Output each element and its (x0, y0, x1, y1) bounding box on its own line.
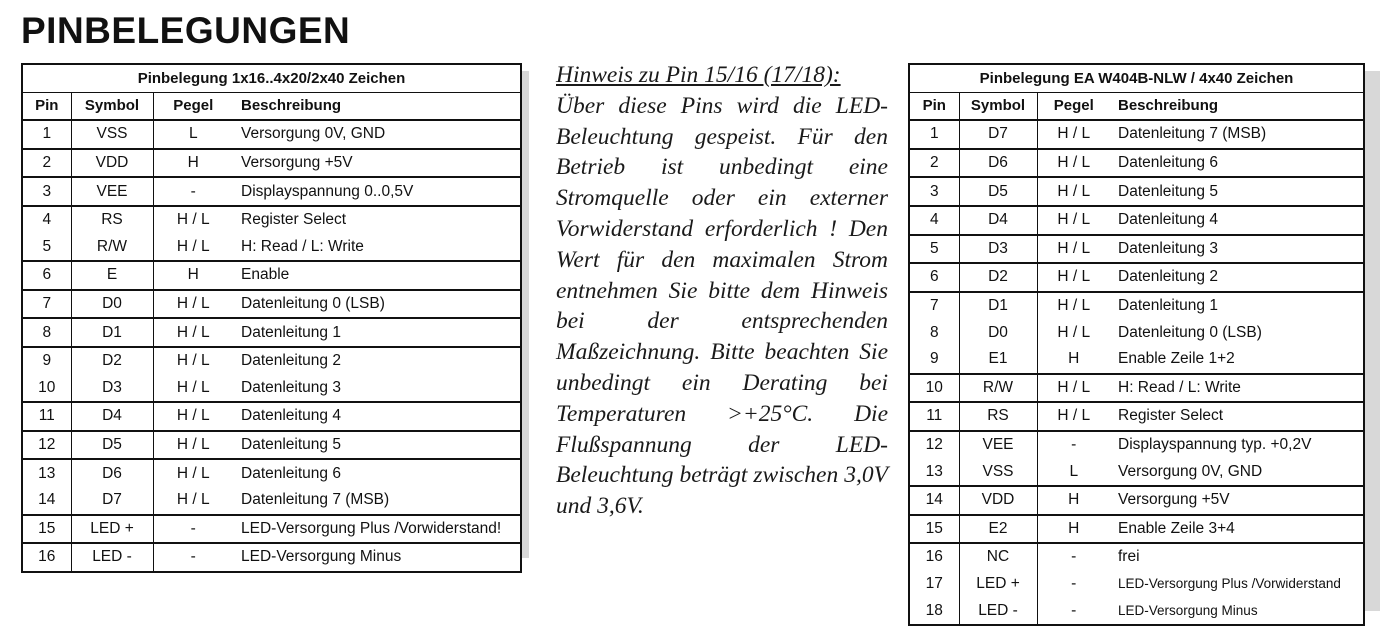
cell-pin: 4 (22, 206, 71, 234)
cell-beschreibung: Datenleitung 3 (241, 378, 341, 396)
table-row (909, 374, 1364, 403)
cell-pin: 17 (909, 571, 959, 598)
cell-pegel: - (153, 177, 233, 206)
cell-beschreibung: Datenleitung 5 (233, 431, 521, 460)
table-row (22, 431, 521, 460)
cell-symbol: D4 (959, 206, 1037, 235)
cell-symbol: D1 (71, 318, 153, 347)
table-row (22, 487, 521, 515)
cell-beschreibung: Datenleitung 0 (LSB) (1118, 323, 1262, 341)
table-row (909, 120, 1364, 149)
cell-symbol: D0 (71, 290, 153, 319)
right-pin-table (908, 63, 1365, 626)
cell-pegel: - (1071, 574, 1077, 592)
cell-pegel: L (188, 125, 198, 143)
table-row (22, 234, 521, 262)
cell-pegel: H / L (153, 318, 233, 347)
cell-beschreibung: Versorgung +5V (233, 149, 521, 178)
cell-symbol: LED - (71, 543, 153, 572)
table-row (22, 290, 521, 319)
cell-symbol: D3 (959, 235, 1037, 264)
cell-pin: 8 (22, 318, 71, 347)
cell-pin: 16 (909, 543, 959, 571)
table-row (909, 402, 1364, 431)
cell-pin: 2 (909, 149, 959, 178)
cell-beschreibung: Enable Zeile 1+2 (1118, 350, 1235, 368)
table-row (22, 120, 521, 149)
cell-pegel: H / L (1057, 125, 1091, 143)
cell-symbol: D6 (71, 459, 153, 487)
cell-pin: 10 (22, 375, 71, 403)
led-note (556, 60, 888, 522)
table-row (22, 318, 521, 347)
cell-pegel: H / L (176, 237, 210, 255)
col-header-pegel: Pegel (1037, 92, 1110, 120)
cell-pin: 12 (909, 431, 959, 459)
cell-symbol: RS (71, 206, 153, 234)
table-row (22, 543, 521, 572)
left-pin-table (21, 63, 522, 573)
table-row (909, 177, 1364, 206)
cell-pegel: H (1068, 350, 1080, 368)
cell-beschreibung: Datenleitung 1 (1110, 292, 1364, 320)
cell-symbol: D7 (959, 120, 1037, 149)
cell-symbol: D1 (959, 292, 1037, 320)
cell-beschreibung: Datenleitung 7 (MSB) (241, 491, 390, 509)
table-row (22, 515, 521, 544)
cell-beschreibung: Datenleitung 1 (233, 318, 521, 347)
table-row (909, 292, 1364, 320)
led-note-heading: Hinweis zu Pin 15/16 (17/18): (556, 62, 841, 88)
cell-pegel: H / L (1037, 292, 1110, 320)
cell-symbol: D5 (71, 431, 153, 460)
cell-pin: 3 (909, 177, 959, 206)
cell-symbol: R/W (959, 374, 1037, 403)
left-pin-table-wrapper (21, 63, 522, 573)
right-table-body (909, 120, 1364, 625)
cell-beschreibung: Versorgung 0V, GND (241, 125, 386, 143)
cell-symbol: D2 (71, 347, 153, 375)
table-row (22, 149, 521, 178)
cell-beschreibung: Datenleitung 4 (1110, 206, 1364, 235)
cell-pegel: - (1037, 543, 1110, 571)
cell-beschreibung: Enable (233, 261, 521, 290)
cell-beschreibung: Datenleitung 7 (MSB) (1118, 125, 1267, 143)
col-header-pin: Pin (909, 92, 959, 120)
table-row (909, 515, 1364, 544)
col-header-symbol: Symbol (959, 92, 1037, 120)
cell-pin: 11 (909, 402, 959, 431)
cell-pin: 1 (22, 120, 71, 149)
cell-beschreibung: H: Read / L: Write (241, 237, 364, 255)
cell-beschreibung: LED-Versorgung Minus (233, 543, 521, 572)
cell-pin: 10 (909, 374, 959, 403)
cell-beschreibung: Register Select (1110, 402, 1364, 431)
cell-symbol: VDD (959, 486, 1037, 515)
cell-pegel: - (153, 515, 233, 544)
cell-symbol: VEE (959, 431, 1037, 459)
led-note-body: Über diese Pins wird die LED-Beleuchtung gespeist. Für den Betrieb ist unbedingt eine Stromquelle oder ein externer Vorwiderstand erforderlich ! Den Wert für den maximalen Strom entnehmen Sie bitte dem Hinweis bei der entsprechenden Maßzeichnung. Bitte beachten Sie unbedingt ein Derating bei Temperaturen >+25°C. Die Flußspannung der LED-Beleuchtung beträgt zwischen 3,0V und 3,6V. (556, 92, 888, 520)
cell-beschreibung: Datenleitung 2 (233, 347, 521, 375)
right-pin-table-wrapper (908, 63, 1365, 626)
left-table-body (22, 120, 521, 572)
cell-pin: 15 (909, 515, 959, 544)
cell-symbol: NC (959, 543, 1037, 571)
cell-pin: 14 (909, 486, 959, 515)
table-row (909, 597, 1364, 625)
cell-pegel: H / L (153, 459, 233, 487)
cell-symbol: E1 (959, 346, 1037, 374)
cell-pegel: - (1037, 431, 1110, 459)
cell-symbol: D6 (959, 149, 1037, 178)
table-row (22, 347, 521, 375)
cell-symbol: VDD (71, 149, 153, 178)
cell-pegel: L (1069, 462, 1079, 480)
cell-symbol: E2 (959, 515, 1037, 544)
cell-pin: 9 (22, 347, 71, 375)
cell-pegel: H / L (1037, 149, 1110, 178)
cell-symbol: D7 (71, 487, 153, 515)
cell-symbol: D0 (959, 319, 1037, 346)
cell-pin: 2 (22, 149, 71, 178)
cell-beschreibung: Displayspannung typ. +0,2V (1110, 431, 1364, 459)
cell-pegel: H / L (1037, 235, 1110, 264)
cell-pegel: H / L (1037, 177, 1110, 206)
cell-symbol: VEE (71, 177, 153, 206)
cell-pin: 13 (22, 459, 71, 487)
table-row (909, 319, 1364, 346)
cell-beschreibung: Datenleitung 0 (LSB) (233, 290, 521, 319)
table-row (909, 206, 1364, 235)
cell-pin: 4 (909, 206, 959, 235)
cell-pegel: H / L (1037, 402, 1110, 431)
cell-symbol: VSS (959, 458, 1037, 486)
cell-beschreibung: LED-Versorgung Plus /Vorwiderstand (1118, 576, 1341, 592)
cell-symbol: LED + (71, 515, 153, 544)
cell-symbol: D5 (959, 177, 1037, 206)
cell-pegel: H / L (153, 347, 233, 375)
cell-pegel: H / L (1057, 323, 1091, 341)
cell-symbol: R/W (71, 234, 153, 262)
cell-symbol: D4 (71, 402, 153, 431)
cell-pegel: H / L (176, 491, 210, 509)
cell-pin: 7 (22, 290, 71, 319)
cell-pegel: H / L (153, 431, 233, 460)
col-header-pegel: Pegel (153, 92, 233, 120)
cell-pegel: H (153, 261, 233, 290)
cell-pin: 5 (909, 235, 959, 264)
cell-pegel: - (1071, 601, 1077, 619)
cell-symbol: LED + (959, 571, 1037, 598)
cell-pegel: H / L (1037, 263, 1110, 292)
right-table-caption: Pinbelegung EA W404B-NLW / 4x40 Zeichen (909, 64, 1364, 92)
cell-pin: 9 (909, 346, 959, 374)
table-row (22, 206, 521, 234)
cell-pegel: H / L (153, 206, 233, 234)
col-header-beschreibung: Beschreibung (233, 92, 521, 120)
cell-beschreibung: LED-Versorgung Minus (1118, 603, 1258, 619)
cell-beschreibung: Datenleitung 6 (1110, 149, 1364, 178)
table-row (22, 375, 521, 403)
cell-pin: 6 (22, 261, 71, 290)
cell-beschreibung: Displayspannung 0..0,5V (233, 177, 521, 206)
cell-beschreibung: Versorgung 0V, GND (1118, 462, 1263, 480)
table-row (909, 486, 1364, 515)
cell-pin: 6 (909, 263, 959, 292)
table-row (909, 543, 1364, 571)
cell-symbol: RS (959, 402, 1037, 431)
cell-beschreibung: Datenleitung 4 (233, 402, 521, 431)
cell-pin: 13 (909, 458, 959, 486)
cell-beschreibung: Datenleitung 5 (1110, 177, 1364, 206)
cell-symbol: VSS (71, 120, 153, 149)
cell-beschreibung: H: Read / L: Write (1110, 374, 1364, 403)
col-header-pin: Pin (22, 92, 71, 120)
cell-pin: 8 (909, 319, 959, 346)
cell-beschreibung: Datenleitung 6 (233, 459, 521, 487)
table-row (909, 235, 1364, 264)
cell-beschreibung: Enable Zeile 3+4 (1110, 515, 1364, 544)
cell-pin: 15 (22, 515, 71, 544)
left-table-caption: Pinbelegung 1x16..4x20/2x40 Zeichen (22, 64, 521, 92)
table-row (909, 571, 1364, 598)
cell-pegel: H / L (153, 290, 233, 319)
cell-pin: 7 (909, 292, 959, 320)
cell-symbol: D3 (71, 375, 153, 403)
cell-pin: 1 (909, 120, 959, 149)
cell-pin: 16 (22, 543, 71, 572)
table-row (909, 149, 1364, 178)
cell-pegel: H (153, 149, 233, 178)
table-row (909, 431, 1364, 459)
table-row (909, 263, 1364, 292)
cell-symbol: LED - (959, 597, 1037, 625)
cell-pegel: H (1037, 515, 1110, 544)
cell-pegel: H / L (153, 402, 233, 431)
table-row (22, 261, 521, 290)
cell-pin: 12 (22, 431, 71, 460)
col-header-symbol: Symbol (71, 92, 153, 120)
table-row (22, 459, 521, 487)
cell-pin: 5 (22, 234, 71, 262)
table-row (22, 177, 521, 206)
page-title: PINBELEGUNGEN (21, 10, 351, 51)
cell-beschreibung: LED-Versorgung Plus /Vorwiderstand! (233, 515, 521, 544)
cell-pegel: H / L (176, 378, 210, 396)
table-row (909, 346, 1364, 374)
cell-pegel: H (1037, 486, 1110, 515)
cell-beschreibung: Datenleitung 3 (1110, 235, 1364, 264)
cell-beschreibung: Register Select (233, 206, 521, 234)
cell-pegel: H / L (1037, 206, 1110, 235)
cell-pin: 18 (909, 597, 959, 625)
cell-pin: 3 (22, 177, 71, 206)
cell-pin: 11 (22, 402, 71, 431)
col-header-beschreibung: Beschreibung (1110, 92, 1364, 120)
cell-beschreibung: frei (1110, 543, 1364, 571)
cell-pegel: - (153, 543, 233, 572)
cell-pin: 14 (22, 487, 71, 515)
cell-beschreibung: Versorgung +5V (1110, 486, 1364, 515)
table-row (909, 458, 1364, 486)
cell-pegel: H / L (1037, 374, 1110, 403)
cell-symbol: D2 (959, 263, 1037, 292)
cell-symbol: E (71, 261, 153, 290)
table-row (22, 402, 521, 431)
cell-beschreibung: Datenleitung 2 (1110, 263, 1364, 292)
